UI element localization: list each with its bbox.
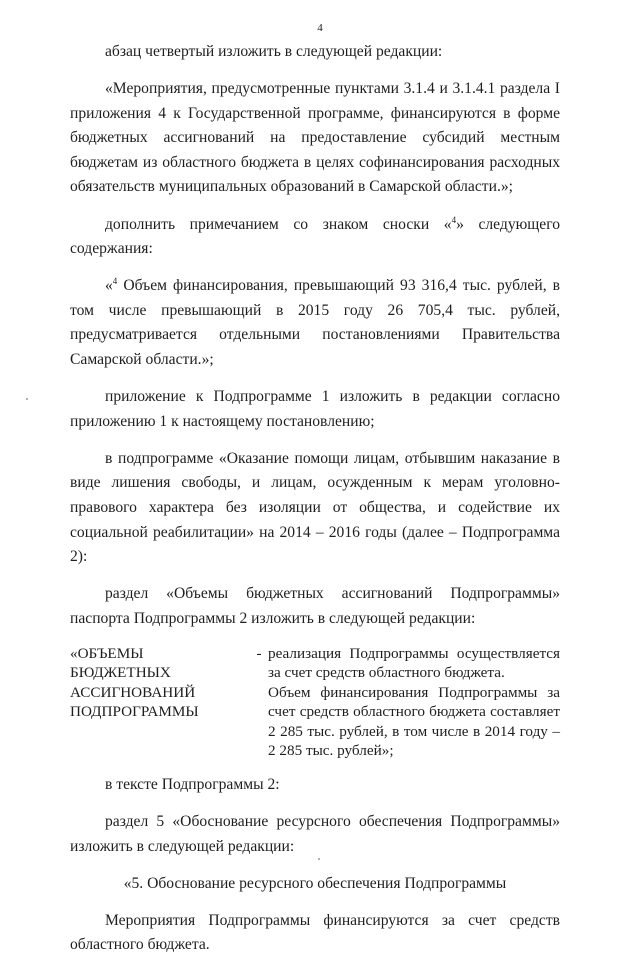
final-paragraph: Мероприятия Подпрограммы финансируются за счет средств областного бюджета. [70, 911, 560, 954]
scan-speck [26, 398, 28, 400]
footnote-mark: 4 [451, 214, 457, 225]
footnote-paragraph [70, 274, 560, 372]
paragraph-3-text-a: дополнить примечанием со знаком сноски « [105, 215, 452, 233]
budget-table-value [268, 644, 560, 761]
scan-speck [318, 858, 320, 860]
paragraph-3-text-b: » следующего содержания: [70, 215, 561, 258]
paragraph-2: «Мероприятия, предусмотренные пунктами 3.1.4 и 3.1.4.1 раздела I приложения 4 к Государственной программе, финансируются в форме бюджетных ассигнований на предоставление субсидий местным бюджетам из областного бюджета в целях софинансирования расходных обязательств муниципальных образований в Самарской области.»; [70, 80, 560, 196]
footnote-mark: 4 [112, 276, 118, 287]
section-heading: «5. Обоснование ресурсного обеспечения Подпрограммы [123, 874, 507, 892]
label-line: «ОБЪЕМЫ [70, 644, 144, 662]
paragraph-9: раздел 5 «Обоснование ресурсного обеспечения Подпрограммы» изложить в следующей редакции: [70, 813, 560, 855]
paragraph-7: раздел «Объемы бюджетных ассигнований Подпрограммы» паспорта Подпрограммы 2 изложить в следующей редакции: [70, 585, 560, 627]
budget-table [70, 644, 560, 761]
paragraph-3 [70, 213, 560, 262]
label-line: ПОДПРОГРАММЫ [70, 703, 199, 721]
budget-table-label [70, 644, 250, 761]
paragraph-5: приложение к Подпрограмме 1 изложить в редакции согласно приложению 1 к настоящему постановлению; [70, 388, 560, 430]
document-body [70, 40, 560, 971]
label-line: БЮДЖЕТНЫХ [70, 664, 171, 682]
value-line-1: реализация Подпрограммы осуществляется за счет средств областного бюджета. [268, 644, 560, 682]
label-line: АССИГНОВАНИЙ [70, 683, 196, 701]
paragraph-8: в тексте Подпрограммы 2: [105, 775, 280, 793]
paragraph-6: в подпрограмме «Оказание помощи лицам, отбывшим наказание в виде лишения свободы, и лицам, осужденным к мерам уголовно-правового характера без изоляции от общества, и содействие их социальной реабилитации» на 2014 – 2016 годы (далее – Подпрограмма 2): [70, 449, 560, 566]
table-dash: - [256, 644, 262, 662]
footnote-text-a: « [105, 277, 113, 295]
value-line-2: Объем финансирования Подпрограммы за счет средств областного бюджета составляет 2 285 тыс. рублей, в том числе в 2014 году – 2 285 тыс. рублей»; [268, 683, 560, 760]
paragraph-1: абзац четвертый изложить в следующей редакции: [105, 43, 443, 60]
footnote-text-b: Объем финансирования, превышающий 93 316,4 тыс. рублей, в том числе превышающий в 2015 году 26 705,4 тыс. рублей, предусматривается отдельными постановлениями Правительства Самарской области.»; [70, 277, 560, 369]
page-number: 4 [317, 22, 323, 34]
